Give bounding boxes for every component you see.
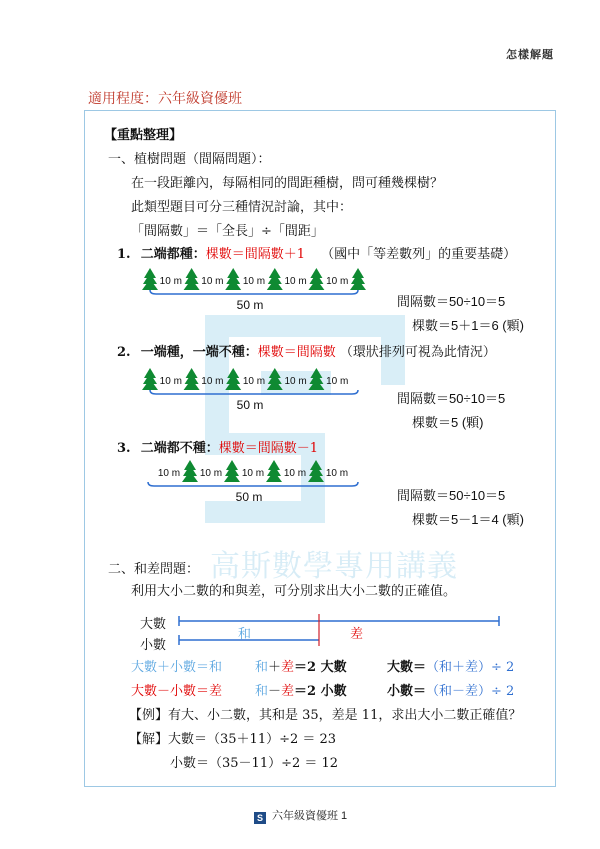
case-2-formula: 棵數＝間隔數 — [257, 345, 336, 360]
case-1-number: 1. — [117, 247, 131, 262]
case-1-tree-diagram — [140, 263, 380, 313]
gap-label: 10 m — [201, 276, 224, 287]
case-1-note: （國中「等差數列」的重要基礎） — [321, 247, 517, 262]
applicable-level: 適用程度：六年級資優班 — [88, 91, 242, 107]
rule-1-big-paren: （和＋差） — [426, 660, 492, 675]
footer — [254, 807, 347, 824]
tree-icon — [184, 368, 200, 390]
solution-line-1: 【解】大數＝（35＋11）÷2 ＝ 23 — [129, 732, 337, 747]
rule-2-difference: 大數－小數＝差 — [131, 684, 223, 699]
part1-formula-interval: 「間隔數」＝「全長」÷「間距」 — [131, 224, 324, 239]
rule-1-operator: ＋ — [268, 660, 282, 675]
gap-label: 10 m — [201, 376, 224, 387]
rule-2-diff-word: 差 — [281, 684, 295, 699]
tree-icon — [266, 460, 282, 482]
difference-label: 差 — [350, 627, 364, 642]
case-2-calc-interval: 間隔數＝50÷10＝5 — [397, 391, 506, 406]
sum-label: 和 — [238, 627, 252, 642]
part1-heading: 一、植樹問題（間隔問題）： — [108, 152, 271, 167]
total-length-label: 50 m — [236, 398, 264, 412]
total-length-label: 50 m — [235, 490, 263, 504]
gap-label: 10 m — [159, 376, 182, 387]
length-brace — [150, 390, 358, 394]
case-2-note: （環狀排列可視為此情況） — [339, 345, 496, 360]
case-2-tree-diagram — [140, 363, 380, 413]
rule-2-result: ＝2 小數 — [294, 684, 347, 699]
part2-paragraph: 利用大小二數的和與差，可分別求出大小二數的正確值。 — [131, 584, 457, 599]
case-1-calc-interval: 間隔數＝50÷10＝5 — [397, 294, 506, 309]
tree-icon — [182, 460, 198, 482]
rule-2-small-divide: ÷ 2 — [491, 684, 515, 699]
rule-1-diff-word: 差 — [281, 660, 295, 675]
case-3-calc-trees: 棵數＝5－1＝4 (顆) — [412, 512, 524, 527]
tree-icon — [224, 460, 240, 482]
rule-2-sum-word: 和 — [255, 684, 269, 699]
solution-line-2: 小數＝（35－11）÷2 ＝ 12 — [170, 756, 339, 771]
length-brace — [150, 290, 358, 294]
tree-icon — [308, 368, 324, 390]
case-2-label: 一端種，一端不種： — [140, 345, 258, 360]
part1-paragraph-2: 此類型題目可分三種情況討論，其中： — [131, 200, 353, 215]
gap-label: 10 m — [283, 468, 307, 479]
small-number-label: 小數 — [140, 638, 167, 653]
rule-1-big-prefix: 大數＝ — [387, 660, 427, 675]
big-number-label: 大數 — [140, 617, 167, 632]
gap-label: 10 m — [241, 468, 265, 479]
example-question: 【例】有大、小二數，其和是 35，差是 11，求出大小二數正確值？ — [129, 708, 522, 723]
case-3-label: 二端都不種： — [140, 441, 219, 456]
watermark-text: 高斯數學專用講義 — [210, 549, 458, 584]
gap-label: 10 m — [284, 376, 307, 387]
case-3-number: 3. — [117, 441, 131, 456]
case-3-heading — [117, 437, 318, 456]
case-1-calc-trees: 棵數＝5＋1＝6 (顆) — [412, 318, 524, 333]
tree-icon — [350, 268, 366, 290]
tree-icon — [308, 460, 324, 482]
rule-2-combined — [255, 680, 347, 699]
case-3-formula: 棵數＝間隔數－1 — [218, 441, 319, 456]
part1-paragraph-1: 在一段距離內，每隔相同的間距種樹，問可種幾棵樹？ — [131, 176, 444, 191]
rule-1-big-divide: ÷ 2 — [491, 660, 515, 675]
part2-heading: 二、和差問題： — [108, 562, 200, 577]
tree-icon — [225, 268, 241, 290]
corner-title: 怎樣解題 — [506, 48, 554, 61]
gap-label: 10 m — [242, 376, 266, 387]
tree-icon — [267, 268, 283, 290]
case-2-calc-trees: 棵數＝5 (顆) — [412, 415, 484, 430]
rule-1-combined — [255, 656, 347, 675]
gap-label: 10 m — [157, 468, 181, 479]
tree-icon — [225, 368, 241, 390]
rule-2-small-paren: （和－差） — [426, 684, 492, 699]
case-3-calc-interval: 間隔數＝50÷10＝5 — [397, 488, 506, 503]
tree-icon — [142, 368, 158, 390]
tree-icon — [184, 268, 200, 290]
gap-label: 10 m — [326, 276, 349, 287]
publisher-logo-icon: S — [254, 812, 266, 824]
tree-icon — [308, 268, 324, 290]
case-1-formula: 棵數＝間隔數＋1 — [205, 247, 306, 262]
rule-1-sum: 大數＋小數＝和 — [131, 660, 223, 675]
case-3-tree-diagram — [140, 455, 380, 505]
length-brace — [148, 482, 358, 486]
rule-2-small-prefix: 小數＝ — [387, 684, 427, 699]
case-2-number: 2. — [117, 345, 131, 360]
rule-1-sum-word: 和 — [255, 660, 269, 675]
total-length-label: 50 m — [236, 298, 264, 312]
rule-2-small-formula — [387, 680, 514, 699]
case-2-heading — [117, 341, 496, 360]
gap-label: 10 m — [242, 276, 266, 287]
sum-difference-diagram — [174, 612, 504, 648]
section-key-points: 【重點整理】 — [104, 128, 183, 143]
case-1-heading — [117, 243, 516, 262]
gap-label: 10 m — [284, 276, 307, 287]
gap-label: 10 m — [199, 468, 223, 479]
footer-text: 六年級資優班 1 — [272, 810, 348, 822]
tree-icon — [267, 368, 283, 390]
gap-label: 10 m — [159, 276, 182, 287]
gap-label: 10 m — [325, 468, 349, 479]
rule-2-operator: － — [268, 684, 282, 699]
tree-icon — [142, 268, 158, 290]
gap-label: 10 m — [326, 376, 349, 387]
case-1-label: 二端都種： — [140, 247, 206, 262]
rule-1-big-formula — [387, 656, 514, 675]
rule-1-result: ＝2 大數 — [294, 660, 347, 675]
